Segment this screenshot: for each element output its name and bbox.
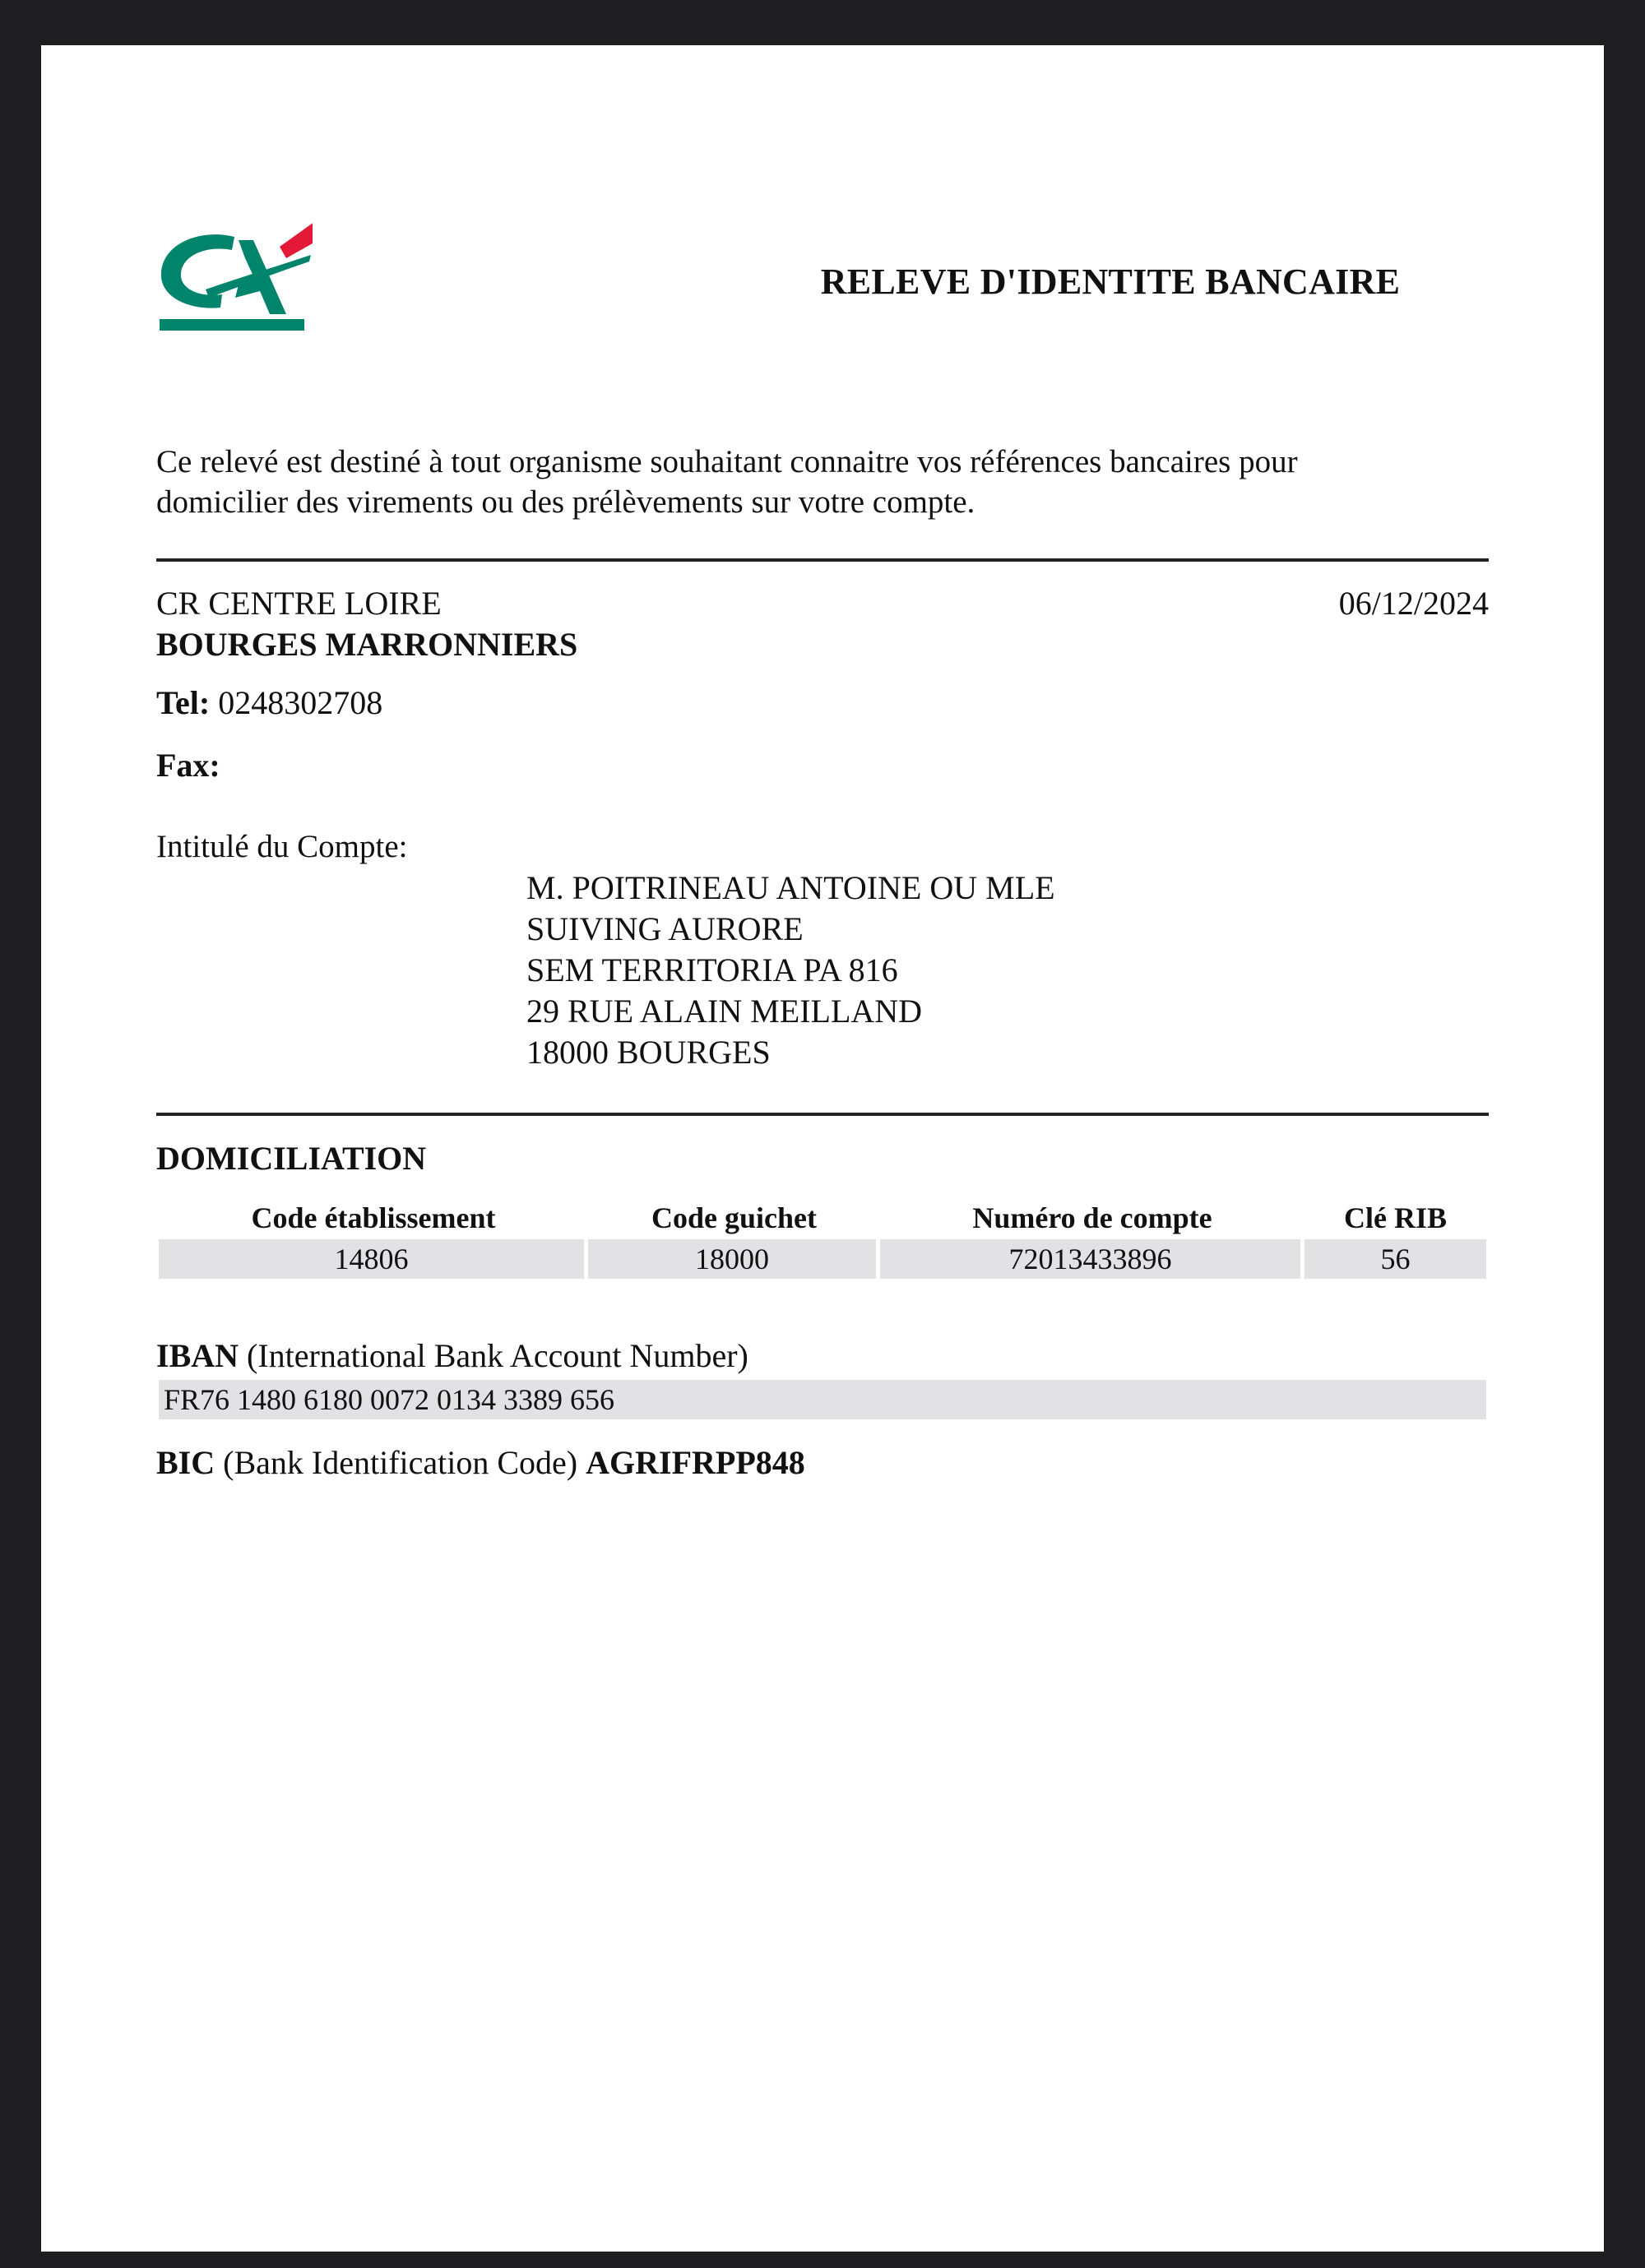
header-code-etablissement: Code établissement (251, 1201, 496, 1234)
holder-line: 29 RUE ALAIN MEILLAND (526, 993, 923, 1030)
holder-line: SEM TERRITORIA PA 816 (526, 951, 898, 988)
bic-line (156, 1443, 805, 1482)
header-numero-compte: Numéro de compte (972, 1201, 1212, 1234)
divider-middle (156, 1113, 1489, 1116)
tel-label: Tel: (156, 684, 211, 721)
account-holder (526, 868, 1055, 1073)
intro-line-2: domicilier des virements ou des prélèvements sur votre compte. (156, 484, 975, 520)
rib-table (159, 1196, 1486, 1279)
header-cle-rib: Clé RIB (1344, 1201, 1447, 1234)
document-title: RELEVE D'IDENTITE BANCAIRE (820, 262, 1401, 302)
intro-line-1: Ce relevé est destiné à tout organisme souhaitant connaitre vos références bancaires pour (156, 444, 1298, 479)
value-cle-rib: 56 (1304, 1239, 1486, 1279)
agency-block (156, 583, 577, 665)
holder-line: SUIVING AURORE (526, 910, 804, 947)
iban-label-rest: (International Bank Account Number) (239, 1337, 748, 1374)
rib-header-row (159, 1196, 1486, 1239)
holder-line: M. POITRINEAU ANTOINE OU MLE (526, 869, 1055, 906)
issue-date: 06/12/2024 (1338, 585, 1489, 622)
tel-value: 0248302708 (218, 684, 383, 721)
holder-line: 18000 BOURGES (526, 1034, 771, 1071)
intro-text (156, 442, 1522, 522)
bic-value: AGRIFRPP848 (586, 1444, 805, 1481)
agency-branch: BOURGES MARRONNIERS (156, 626, 578, 663)
credit-agricole-logo (156, 222, 313, 333)
bic-label-bold: BIC (156, 1444, 215, 1481)
bic-label-rest: (Bank Identification Code) (215, 1444, 586, 1481)
account-title-label: Intitulé du Compte: (156, 829, 408, 864)
value-numero-compte: 72013433896 (880, 1239, 1304, 1279)
agency-region: CR CENTRE LOIRE (156, 585, 442, 622)
domiciliation-title: DOMICILIATION (156, 1140, 427, 1177)
document-page (41, 45, 1604, 2252)
agency-tel (156, 683, 382, 722)
iban-label (156, 1336, 748, 1375)
value-code-etablissement: 14806 (159, 1239, 588, 1279)
value-code-guichet: 18000 (588, 1239, 880, 1279)
header-code-guichet: Code guichet (651, 1201, 817, 1234)
divider-top (156, 558, 1489, 562)
rib-values-row (159, 1239, 1486, 1279)
agency-fax (156, 746, 220, 785)
fax-label: Fax: (156, 747, 220, 784)
iban-value: FR76 1480 6180 0072 0134 3389 656 (159, 1380, 1486, 1419)
iban-label-bold: IBAN (156, 1337, 239, 1374)
